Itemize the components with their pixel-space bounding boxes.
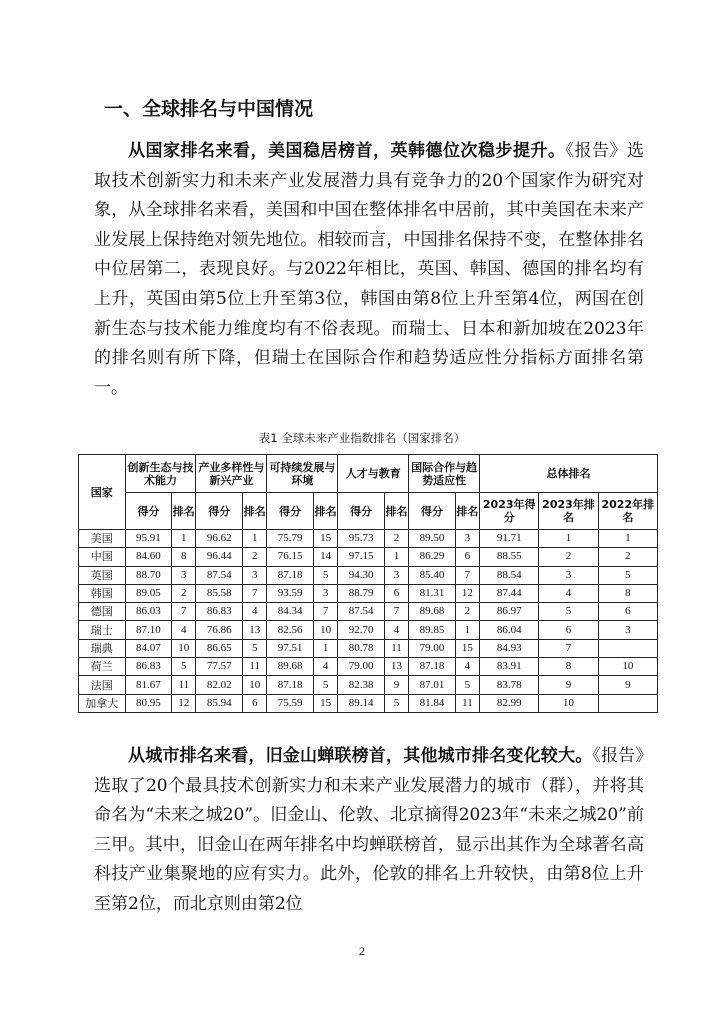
table-cell: 1 — [539, 530, 598, 548]
table-cell: 10 — [313, 621, 337, 639]
table-cell: 5 — [172, 658, 196, 676]
table-cell: 3 — [384, 566, 408, 584]
table-cell: 11 — [384, 639, 408, 657]
header-2023-rank: 2023年排名 — [539, 493, 598, 530]
table-cell: 82.56 — [267, 621, 314, 639]
table-cell: 86.04 — [480, 621, 539, 639]
paragraph-city-ranking — [94, 742, 644, 920]
country-cell: 加拿大 — [79, 694, 126, 712]
table-cell: 77.57 — [196, 658, 243, 676]
table-cell: 82.38 — [338, 676, 385, 694]
table-row — [79, 548, 658, 566]
table-cell: 79.00 — [338, 658, 385, 676]
paragraph-lead: 从国家排名来看，美国稳居榜首，英韩德位次稳步提升。 — [128, 141, 566, 161]
table-cell: 4 — [243, 603, 267, 621]
table-cell: 10 — [598, 658, 657, 676]
table-cell: 89.05 — [125, 584, 172, 602]
table-cell: 8 — [172, 548, 196, 566]
country-cell: 瑞士 — [79, 621, 126, 639]
table-cell: 6 — [384, 584, 408, 602]
table-cell: 5 — [455, 676, 479, 694]
table-cell: 88.79 — [338, 584, 385, 602]
table-cell: 86.83 — [196, 603, 243, 621]
table-cell: 83.78 — [480, 676, 539, 694]
table-cell: 96.44 — [196, 548, 243, 566]
table-cell: 84.34 — [267, 603, 314, 621]
header-2022-rank: 2022年排名 — [598, 493, 657, 530]
table-cell: 4 — [384, 621, 408, 639]
table-cell: 87.18 — [409, 658, 456, 676]
table-cell: 10 — [243, 676, 267, 694]
paragraph-country-ranking — [94, 137, 644, 403]
table-cell: 12 — [172, 694, 196, 712]
table-cell: 6 — [539, 621, 598, 639]
table-cell: 86.83 — [125, 658, 172, 676]
table-cell: 6 — [243, 694, 267, 712]
table-cell: 10 — [539, 694, 598, 712]
header-group: 创新生态与技术能力 — [125, 455, 196, 493]
table-cell: 7 — [243, 584, 267, 602]
table-row — [79, 530, 658, 548]
header-score: 得分 — [409, 493, 456, 530]
table-cell: 13 — [243, 621, 267, 639]
table-cell: 1 — [455, 621, 479, 639]
table-cell: 96.62 — [196, 530, 243, 548]
header-score: 得分 — [267, 493, 314, 530]
table-body — [79, 530, 658, 713]
table-cell: 7 — [384, 603, 408, 621]
table-cell: 2 — [598, 548, 657, 566]
table-cell: 85.40 — [409, 566, 456, 584]
table-cell: 75.59 — [267, 694, 314, 712]
header-group: 产业多样性与新兴产业 — [196, 455, 267, 493]
table-cell: 79.00 — [409, 639, 456, 657]
table-cell: 4 — [172, 621, 196, 639]
table-cell: 1 — [172, 530, 196, 548]
table-cell: 3 — [172, 566, 196, 584]
country-cell: 韩国 — [79, 584, 126, 602]
header-score: 得分 — [338, 493, 385, 530]
table-cell: 6 — [598, 603, 657, 621]
table-cell: 88.70 — [125, 566, 172, 584]
table-cell: 95.73 — [338, 530, 385, 548]
table-cell: 81.67 — [125, 676, 172, 694]
table-row — [79, 658, 658, 676]
table-cell: 93.59 — [267, 584, 314, 602]
table-cell: 81.84 — [409, 694, 456, 712]
table-cell: 85.58 — [196, 584, 243, 602]
ranking-table — [78, 454, 658, 713]
table-cell: 75.79 — [267, 530, 314, 548]
table-cell: 86.03 — [125, 603, 172, 621]
header-2023-score: 2023年得分 — [480, 493, 539, 530]
table-cell: 4 — [539, 584, 598, 602]
table-cell: 76.86 — [196, 621, 243, 639]
table-cell: 80.95 — [125, 694, 172, 712]
table-cell: 3 — [598, 621, 657, 639]
table-row — [79, 621, 658, 639]
table-caption: 表1 全球未来产业指数排名（国家排名） — [258, 431, 466, 445]
table-cell: 92.70 — [338, 621, 385, 639]
table-cell: 81.31 — [409, 584, 456, 602]
table-cell: 2 — [539, 548, 598, 566]
country-cell: 英国 — [79, 566, 126, 584]
table-cell: 86.65 — [196, 639, 243, 657]
table-cell: 89.68 — [409, 603, 456, 621]
table-cell: 15 — [455, 639, 479, 657]
page-number: 2 — [359, 944, 365, 958]
country-cell: 瑞典 — [79, 639, 126, 657]
paragraph-body: 《报告》选取技术创新实力和未来产业发展潜力具有竞争力的20个国家作为研究对象，从全球排名来看，美国和中国在整体排名中居前，其中美国在未来产业发展上保持绝对领先地位。相较而言，中国排名保持不变，在整体排名中位居第二，表现良好。与2022年相比，英国、韩国、德国的排名均有上升，英国由第5位上升至第3位，韩国由第8位上升至第4位，两国在创新生态与技术能力维度均有不俗表现。而瑞士、日本和新加坡在2023年的排名则有所下降，但瑞士在国际合作和趋势适应性分指标方面排名第一。 — [94, 141, 644, 398]
country-cell: 法国 — [79, 676, 126, 694]
table-cell: 88.55 — [480, 548, 539, 566]
header-rank: 排名 — [172, 493, 196, 530]
table-cell: 5 — [598, 566, 657, 584]
header-score: 得分 — [196, 493, 243, 530]
table-cell: 15 — [313, 694, 337, 712]
table-cell: 5 — [313, 676, 337, 694]
table-cell: 76.15 — [267, 548, 314, 566]
table-cell: 7 — [539, 639, 598, 657]
table-header — [79, 455, 658, 530]
table-cell: 88.54 — [480, 566, 539, 584]
table-cell: 89.14 — [338, 694, 385, 712]
table-cell: 89.50 — [409, 530, 456, 548]
table-cell: 86.97 — [480, 603, 539, 621]
table-cell: 3 — [243, 566, 267, 584]
table-cell: 2 — [172, 584, 196, 602]
table-cell: 2 — [455, 603, 479, 621]
header-group: 可持续发展与环境 — [267, 455, 338, 493]
table-row — [79, 584, 658, 602]
table-cell: 9 — [598, 676, 657, 694]
table-cell: 13 — [384, 658, 408, 676]
table-cell: 95.91 — [125, 530, 172, 548]
table-cell: 82.99 — [480, 694, 539, 712]
header-country: 国家 — [79, 455, 126, 530]
table-cell: 89.68 — [267, 658, 314, 676]
header-rank: 排名 — [313, 493, 337, 530]
table-cell: 80.78 — [338, 639, 385, 657]
table-cell: 7 — [172, 603, 196, 621]
table-cell: 1 — [384, 548, 408, 566]
table-cell: 9 — [384, 676, 408, 694]
header-rank: 排名 — [243, 493, 267, 530]
table-cell: 5 — [384, 694, 408, 712]
paragraph-lead: 从城市排名来看，旧金山蝉联榜首，其他城市排名变化较大。 — [128, 746, 593, 766]
table-cell: 3 — [313, 584, 337, 602]
country-cell: 荷兰 — [79, 658, 126, 676]
table-cell: 97.51 — [267, 639, 314, 657]
table-cell: 84.93 — [480, 639, 539, 657]
table-cell: 87.18 — [267, 676, 314, 694]
table-cell: 12 — [455, 584, 479, 602]
table-cell: 83.91 — [480, 658, 539, 676]
table-cell: 9 — [539, 676, 598, 694]
table-cell: 86.29 — [409, 548, 456, 566]
table-cell: 87.44 — [480, 584, 539, 602]
table-cell: 89.85 — [409, 621, 456, 639]
table-cell: 87.54 — [338, 603, 385, 621]
table-row — [79, 566, 658, 584]
table-cell: 85.94 — [196, 694, 243, 712]
table-cell — [598, 694, 657, 712]
table-cell: 3 — [539, 566, 598, 584]
table-cell: 87.54 — [196, 566, 243, 584]
table-cell: 11 — [172, 676, 196, 694]
header-score: 得分 — [125, 493, 172, 530]
table-cell: 1 — [243, 530, 267, 548]
table-cell: 84.07 — [125, 639, 172, 657]
table-cell: 3 — [455, 530, 479, 548]
table-cell: 5 — [243, 639, 267, 657]
table-cell: 6 — [455, 548, 479, 566]
table-cell: 94.30 — [338, 566, 385, 584]
table-cell: 91.71 — [480, 530, 539, 548]
country-cell: 美国 — [79, 530, 126, 548]
section-heading: 一、全球排名与中国情况 — [104, 98, 314, 120]
table-cell: 10 — [172, 639, 196, 657]
paragraph-body: 《报告》选取了20个最具技术创新实力和未来产业发展潜力的城市（群），并将其命名为“未来之城20”。旧金山、伦敦、北京摘得2023年“未来之城20”前三甲。其中，旧金山在两年排名中均蝉联榜首，显示出其作为全球著名高科技产业集聚地的应有实力。此外，伦敦的排名上升较快，由第8位上升至第2位，而北京则由第2位 — [94, 746, 645, 914]
table-cell: 5 — [539, 603, 598, 621]
table-cell: 11 — [243, 658, 267, 676]
table-cell: 84.60 — [125, 548, 172, 566]
country-cell: 中国 — [79, 548, 126, 566]
table-cell: 4 — [313, 658, 337, 676]
table-cell: 5 — [313, 566, 337, 584]
table-row — [79, 603, 658, 621]
table-cell: 87.01 — [409, 676, 456, 694]
table-cell: 4 — [455, 658, 479, 676]
table-cell: 14 — [313, 548, 337, 566]
table-row — [79, 694, 658, 712]
table-cell: 8 — [539, 658, 598, 676]
header-total: 总体排名 — [480, 455, 658, 493]
header-rank: 排名 — [384, 493, 408, 530]
table-cell: 87.10 — [125, 621, 172, 639]
header-rank: 排名 — [455, 493, 479, 530]
table-cell: 7 — [313, 603, 337, 621]
table-row — [79, 676, 658, 694]
table-cell: 87.18 — [267, 566, 314, 584]
table-cell: 1 — [313, 639, 337, 657]
table-cell: 11 — [455, 694, 479, 712]
table-cell: 82.02 — [196, 676, 243, 694]
country-cell: 德国 — [79, 603, 126, 621]
table-cell: 8 — [598, 584, 657, 602]
table-cell: 7 — [455, 566, 479, 584]
table-row — [79, 639, 658, 657]
table-cell: 2 — [384, 530, 408, 548]
header-group: 人才与教育 — [338, 455, 409, 493]
table-cell — [598, 639, 657, 657]
table-cell: 97.15 — [338, 548, 385, 566]
table-cell: 1 — [598, 530, 657, 548]
table-cell: 15 — [313, 530, 337, 548]
header-group: 国际合作与趋势适应性 — [409, 455, 480, 493]
table-cell: 2 — [243, 548, 267, 566]
